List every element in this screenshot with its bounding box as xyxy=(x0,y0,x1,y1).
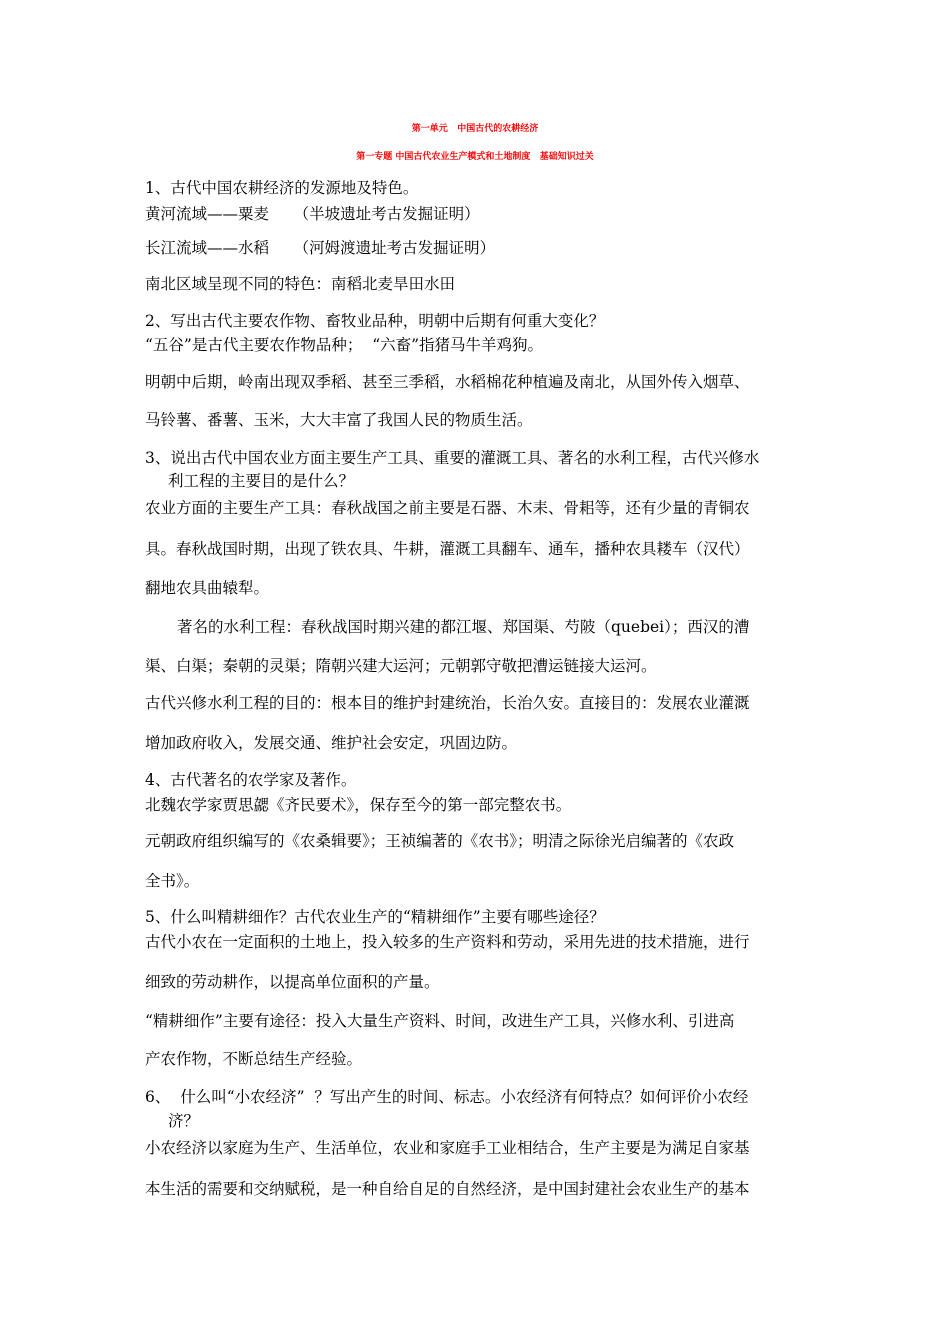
answer-line: 长江流域——水稻 （河姆渡遗址考古发掘证明） xyxy=(145,239,496,257)
answer-line: 渠、白渠；秦朝的灵渠；隋朝兴建大运河；元朝郭守敬把漕运链接大运河。 xyxy=(145,657,657,675)
question-1: 1、古代中国农耕经济的发源地及特色。 xyxy=(145,179,419,197)
question-3: 3、说出古代中国农业方面主要生产工具、重要的灌溉工具、著名的水利工程，古代兴修水 xyxy=(145,449,760,467)
answer-line: 翻地农具曲辕犁。 xyxy=(145,579,270,597)
question-6-cont: 济？ xyxy=(168,1112,200,1130)
answer-line: 著名的水利工程：春秋战国时期兴建的都江堰、郑国渠、芍陂（quebei）；西汉的漕 xyxy=(177,618,750,636)
answer-line: 古代兴修水利工程的目的：根本目的维护封建统治，长治久安。直接目的：发展农业灌溉 xyxy=(145,694,750,712)
answer-line: 北魏农学家贾思勰《齐民要术》，保存至今的第一部完整农书。 xyxy=(145,796,572,814)
answer-line: 马铃薯、番薯、玉米，大大丰富了我国人民的物质生活。 xyxy=(145,411,533,429)
answer-line: 古代小农在一定面积的土地上，投入较多的生产资料和劳动，采用先进的技术措施，进行 xyxy=(145,933,750,951)
answer-line: 农业方面的主要生产工具：春秋战国之前主要是石器、木耒、骨耜等，还有少量的青铜农 xyxy=(145,499,750,517)
answer-line: “五谷”是古代主要农作物品种； “六畜”指猪马牛羊鸡狗。 xyxy=(145,336,544,354)
answer-line: 产农作物，不断总结生产经验。 xyxy=(145,1050,363,1068)
question-6: 6、 什么叫“小农经济” ？写出产生的时间、标志。小农经济有何特点？如何评价小农经 xyxy=(145,1088,749,1106)
unit-title: 第一单元 中国古代的农耕经济 xyxy=(411,124,539,134)
answer-line: 细致的劳动耕作，以提高单位面积的产量。 xyxy=(145,973,440,991)
topic-title: 第一专题 中国古代农业生产模式和土地制度 基础知识过关 xyxy=(356,152,594,162)
answer-line: “精耕细作”主要有途径：投入大量生产资料、时间，改进生产工具，兴修水利、引进高 xyxy=(145,1012,735,1030)
question-3-cont: 利工程的主要目的是什么？ xyxy=(168,472,355,490)
answer-line: 本生活的需要和交纳赋税，是一种自给自足的自然经济，是中国封建社会农业生产的基本 xyxy=(145,1180,750,1198)
answer-line: 全书》。 xyxy=(145,872,200,890)
question-5: 5、什么叫精耕细作？古代农业生产的“精耕细作”主要有哪些途径？ xyxy=(145,908,605,926)
answer-line: 增加政府收入，发展交通、维护社会安定，巩固边防。 xyxy=(145,734,518,752)
question-4: 4、古代著名的农学家及著作。 xyxy=(145,771,357,789)
answer-line: 黄河流域——粟麦 （半坡遗址考古发掘证明） xyxy=(145,205,480,223)
answer-line: 具。春秋战国时期，出现了铁农具、牛耕，灌溉工具翻车、通车，播种农具耧车（汉代） xyxy=(145,540,750,558)
question-2: 2、写出古代主要农作物、畜牧业品种，明朝中后期有何重大变化？ xyxy=(145,312,605,330)
answer-line: 南北区域呈现不同的特色：南稻北麦旱田水田 xyxy=(145,275,456,293)
answer-line: 元朝政府组织编写的《农桑辑要》；王祯编著的《农书》；明清之际徐光启编著的《农政 xyxy=(145,832,735,850)
answer-line: 小农经济以家庭为生产、生活单位，农业和家庭手工业相结合，生产主要是为满足自家基 xyxy=(145,1139,750,1157)
answer-line: 明朝中后期，岭南出现双季稻、甚至三季稻，水稻棉花种植遍及南北，从国外传入烟草、 xyxy=(145,373,750,391)
